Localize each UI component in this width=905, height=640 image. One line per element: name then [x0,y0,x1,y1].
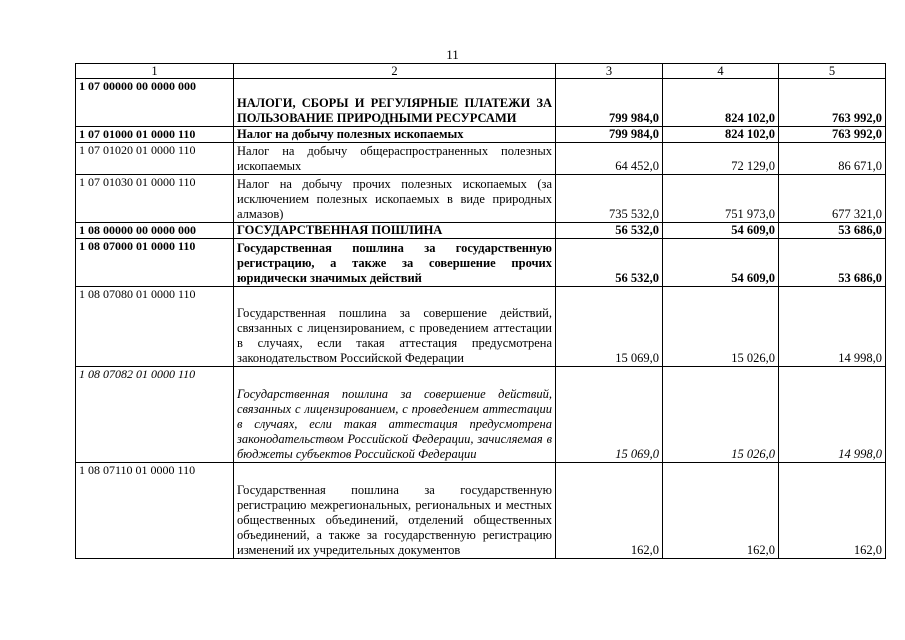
row-value-col5: 677 321,0 [779,175,886,223]
row-value-col3: 799 984,0 [556,127,663,143]
row-code: 1 08 00000 00 0000 000 [76,223,234,239]
row-value-col5: 763 992,0 [779,79,886,127]
column-header: 4 [663,64,779,79]
row-code: 1 08 07110 01 0000 110 [76,463,234,559]
row-value-col5: 53 686,0 [779,223,886,239]
row-value-col5: 86 671,0 [779,143,886,175]
row-value-col5: 53 686,0 [779,239,886,287]
row-description: ГОСУДАРСТВЕННАЯ ПОШЛИНА [234,223,556,239]
row-value-col5: 14 998,0 [779,367,886,463]
row-value-col4: 824 102,0 [663,127,779,143]
row-value-col3: 56 532,0 [556,239,663,287]
row-code: 1 07 00000 00 0000 000 [76,79,234,127]
column-header: 2 [234,64,556,79]
row-value-col4: 162,0 [663,463,779,559]
table-row [76,175,886,223]
row-value-col4: 54 609,0 [663,239,779,287]
row-code: 1 08 07000 01 0000 110 [76,239,234,287]
row-code: 1 07 01020 01 0000 110 [76,143,234,175]
row-value-col5: 14 998,0 [779,287,886,367]
row-value-col3: 799 984,0 [556,79,663,127]
row-value-col4: 72 129,0 [663,143,779,175]
page-number: 11 [446,47,459,62]
row-value-col4: 751 973,0 [663,175,779,223]
row-description: Налог на добычу прочих полезных ископаемых (за исключением полезных ископаемых в виде природных алмазов) [234,175,556,223]
column-header: 5 [779,64,886,79]
row-value-col4: 824 102,0 [663,79,779,127]
table-row [76,287,886,367]
row-description: НАЛОГИ, СБОРЫ И РЕГУЛЯРНЫЕ ПЛАТЕЖИ ЗА ПОЛЬЗОВАНИЕ ПРИРОДНЫМИ РЕСУРСАМИ [234,79,556,127]
row-description: Государственная пошлина за совершение действий, связанных с лицензированием, с проведением аттестации в случаях, если такая аттестация предусмотрена законодательством Российской Федерации [234,287,556,367]
row-description: Налог на добычу полезных ископаемых [234,127,556,143]
table-header-row [76,64,886,79]
budget-table [75,63,886,559]
row-value-col5: 162,0 [779,463,886,559]
row-description: Налог на добычу общераспространенных полезных ископаемых [234,143,556,175]
row-code: 1 07 01030 01 0000 110 [76,175,234,223]
row-code: 1 08 07082 01 0000 110 [76,367,234,463]
row-value-col4: 54 609,0 [663,223,779,239]
table-row [76,367,886,463]
row-value-col3: 56 532,0 [556,223,663,239]
row-code: 1 07 01000 01 0000 110 [76,127,234,143]
table-row [76,127,886,143]
row-description: Государственная пошлина за совершение действий, связанных с лицензированием, с проведением аттестации в случаях, если такая аттестация предусмотрена законодательством Российской Федерации, зачисляемая в бюджеты субъектов Российской Федерации [234,367,556,463]
row-value-col5: 763 992,0 [779,127,886,143]
column-header: 1 [76,64,234,79]
row-code: 1 08 07080 01 0000 110 [76,287,234,367]
table-row [76,239,886,287]
table-row [76,223,886,239]
row-description: Государственная пошлина за государственную регистрацию межрегиональных, региональных и местных общественных объединений, отделений общественных объединений, а также за государственную регистрацию изменений их учредительных документов [234,463,556,559]
column-header: 3 [556,64,663,79]
row-value-col3: 15 069,0 [556,287,663,367]
row-value-col3: 735 532,0 [556,175,663,223]
row-description: Государственная пошлина за государственную регистрацию, а также за совершение прочих юридически значимых действий [234,239,556,287]
row-value-col4: 15 026,0 [663,287,779,367]
table-row [76,79,886,127]
row-value-col3: 15 069,0 [556,367,663,463]
row-value-col3: 162,0 [556,463,663,559]
row-value-col3: 64 452,0 [556,143,663,175]
row-value-col4: 15 026,0 [663,367,779,463]
table-row [76,143,886,175]
table-row [76,463,886,559]
